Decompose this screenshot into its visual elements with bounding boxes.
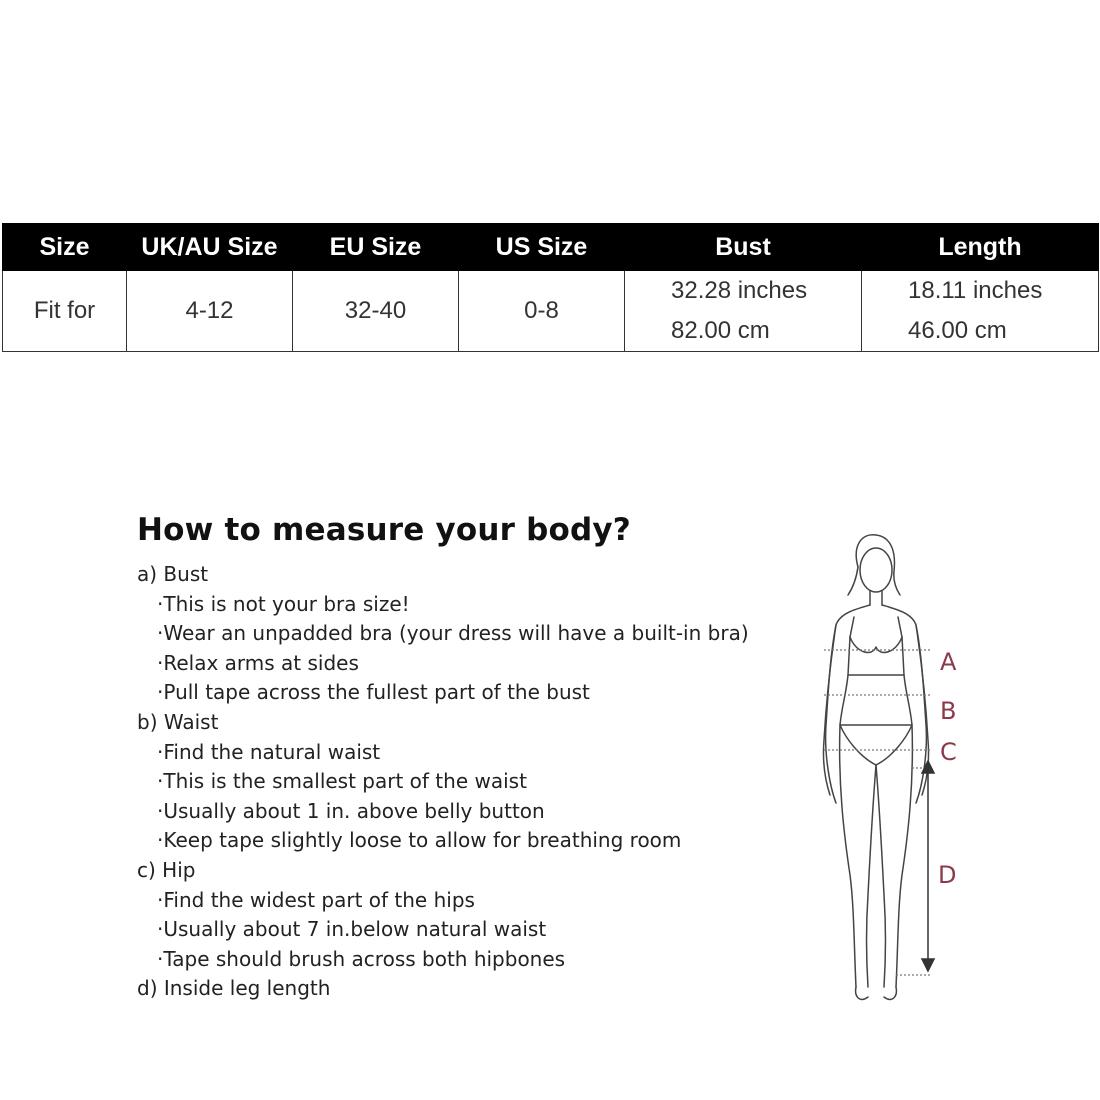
list-item: ·This is the smallest part of the waist: [157, 769, 527, 794]
header-uk-au-size: UK/AU Size: [127, 224, 293, 271]
label-a: A: [940, 648, 957, 676]
list-item: ·Usually about 1 in. above belly button: [157, 798, 545, 823]
header-length: Length: [862, 224, 1099, 271]
cell-fit-for: Fit for: [3, 271, 127, 352]
list-item: ·Usually about 7 in.below natural waist: [157, 917, 547, 942]
body-figure-illustration: [800, 525, 1000, 1015]
list-item: ·Find the natural waist: [157, 739, 381, 764]
section-waist-label: b) Waist: [137, 709, 219, 734]
header-size: Size: [3, 224, 127, 271]
size-table: [2, 223, 1099, 352]
length-inches: 18.11 inches: [908, 277, 1043, 304]
table-row: [3, 271, 1099, 352]
section-bust-label: a) Bust: [137, 562, 209, 586]
list-item: ·Relax arms at sides: [157, 650, 359, 675]
measure-guide: [137, 512, 817, 1004]
header-us-size: US Size: [459, 224, 625, 271]
bust-inches: 32.28 inches: [671, 277, 808, 304]
list-item: ·This is not your bra size!: [157, 591, 410, 616]
length-cm: 46.00 cm: [908, 317, 1007, 344]
header-bust: Bust: [625, 224, 862, 271]
measure-title: How to measure your body?: [137, 512, 631, 548]
list-item: ·Tape should brush across both hipbones: [157, 946, 566, 971]
cell-length: [862, 271, 1099, 352]
cell-us: 0-8: [459, 271, 625, 352]
cell-bust: [625, 271, 862, 352]
label-d: D: [938, 861, 957, 889]
label-b: B: [940, 697, 957, 725]
cell-eu: 32-40: [293, 271, 459, 352]
header-eu-size: EU Size: [293, 224, 459, 271]
section-inside-leg-label: d) Inside leg length: [137, 976, 331, 1001]
list-item: ·Keep tape slightly loose to allow for breathing room: [157, 828, 682, 853]
list-item: ·Pull tape across the fullest part of the bust: [157, 680, 590, 705]
section-hip-label: c) Hip: [137, 857, 196, 882]
size-table-header-row: [3, 224, 1099, 271]
bust-cm: 82.00 cm: [671, 317, 770, 344]
label-c: C: [940, 738, 957, 766]
list-item: ·Wear an unpadded bra (your dress will have a built-in bra): [157, 621, 749, 646]
cell-uk-au: 4-12: [127, 271, 293, 352]
list-item: ·Find the widest part of the hips: [157, 887, 475, 912]
